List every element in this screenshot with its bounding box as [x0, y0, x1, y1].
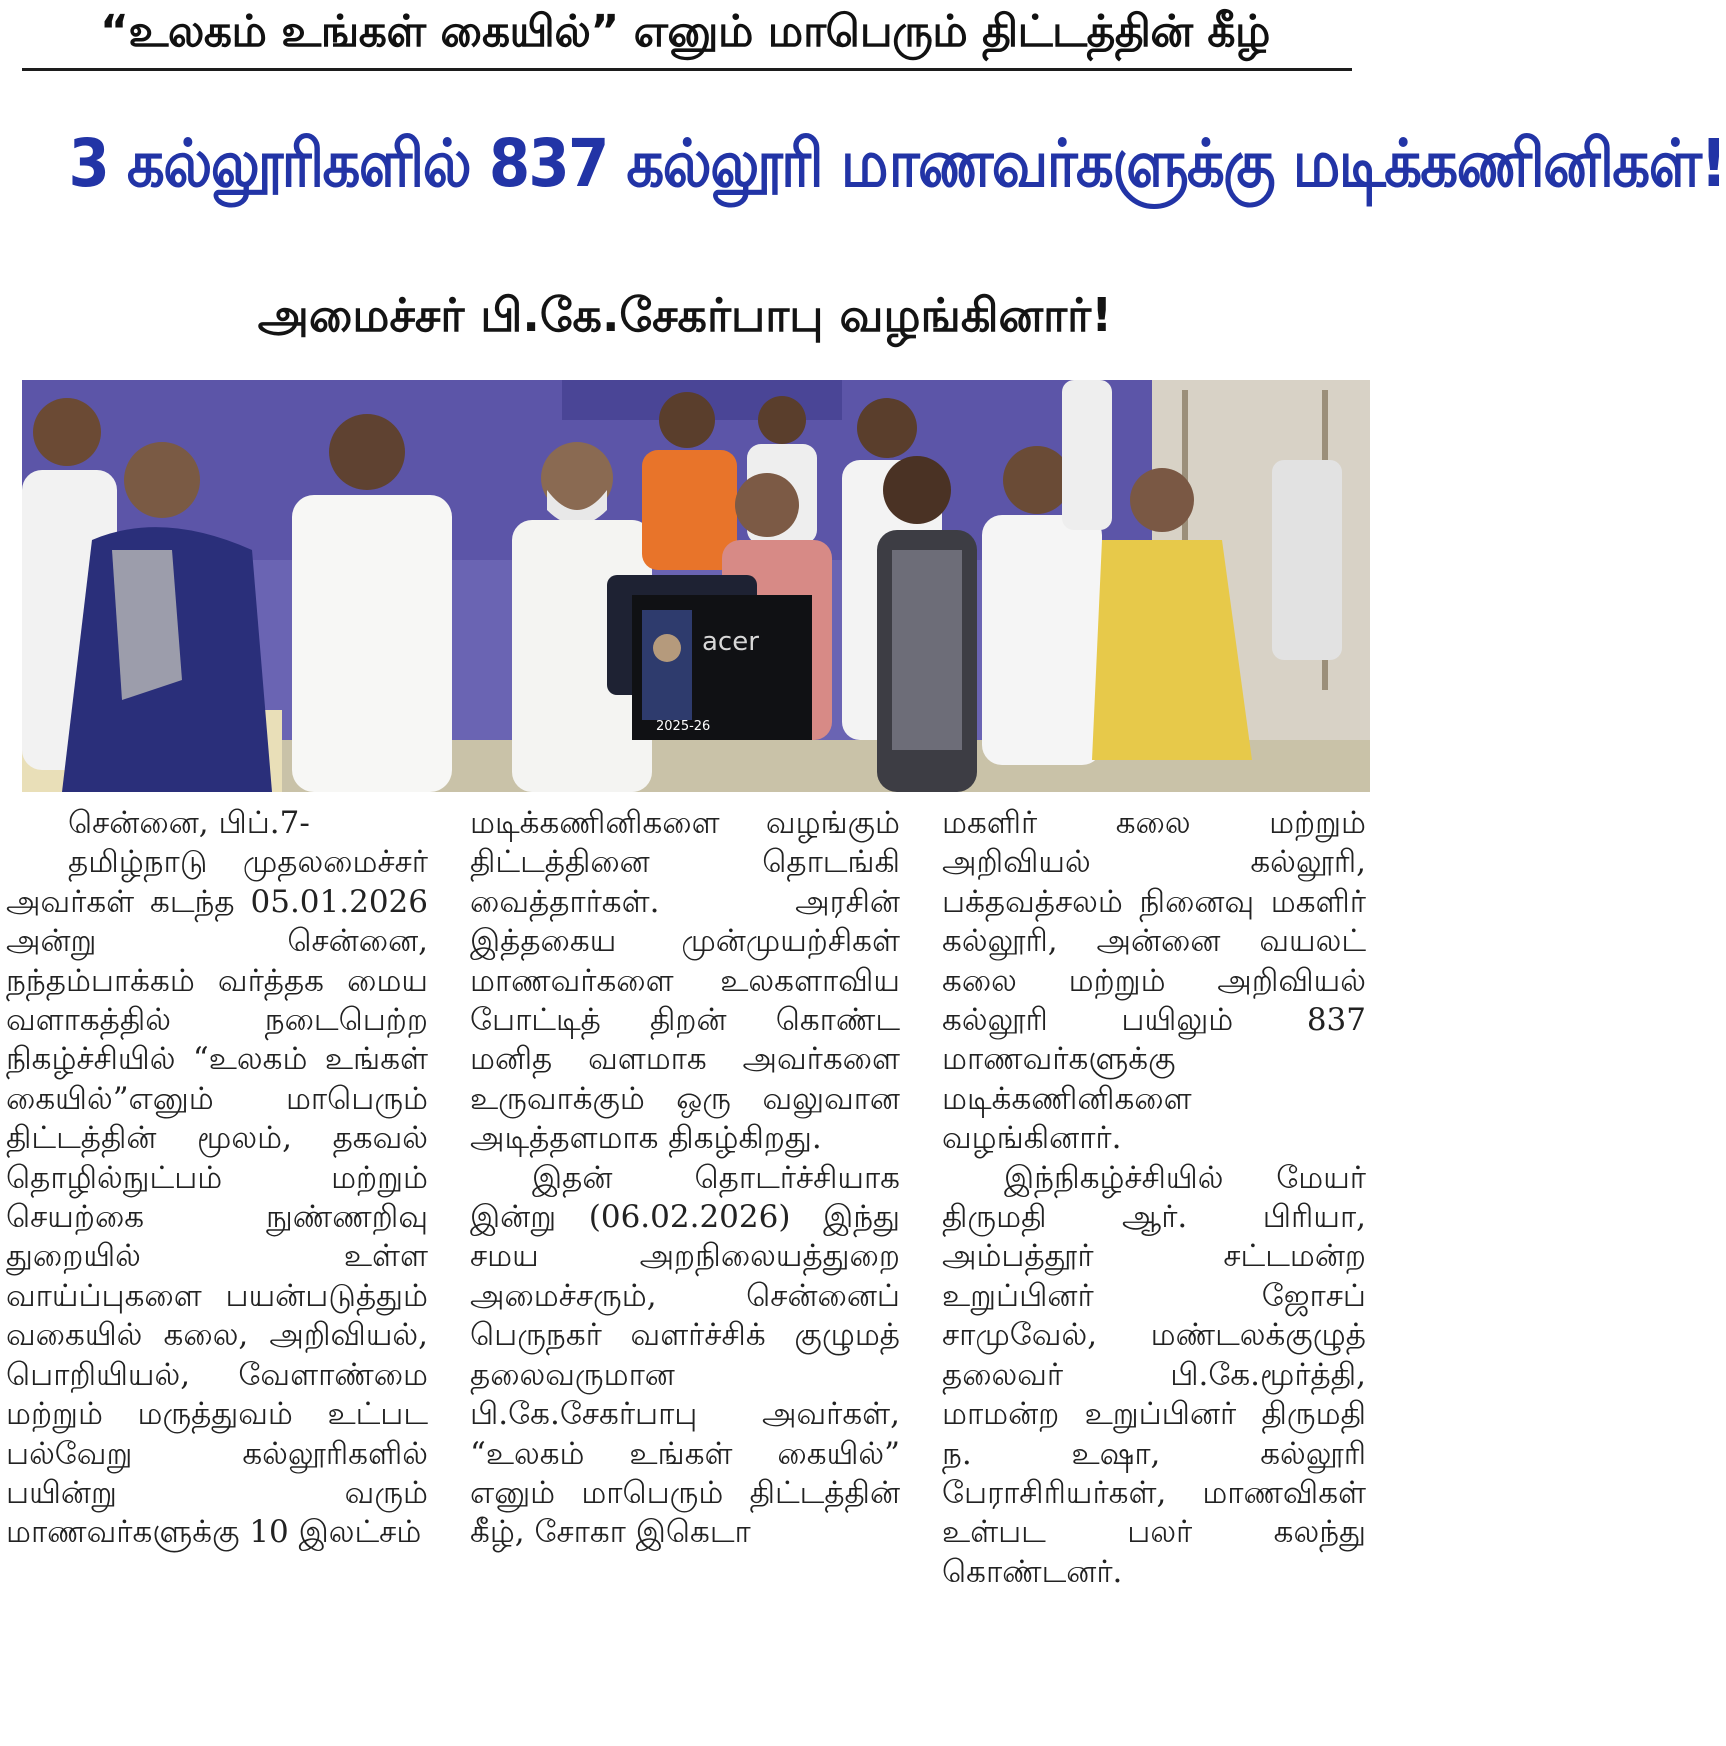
text-column-1 [6, 804, 428, 1744]
dateline: சென்னை, பிப்.7- [68, 805, 310, 841]
article-kicker: “உலகம் உங்கள் கையில்” எனும் மாபெரும் திட்டத்தின் கீழ் [100, 6, 1270, 57]
column-2-paragraph-b: இதன் தொடர்ச்சியாக இன்று (06.02.2026) இந்து சமய அறநிலையத்துறை அமைச்சரும், சென்னைப் பெருநகர் வளர்ச்சிக் குழுமத் தலைவருமான பி.கே.சேகர்பாபு அவர்கள், “உலகம் உங்கள் கையில்” எனும் மாபெரும் திட்டத்தின் கீழ், சோகா இகெடா [470, 1159, 900, 1551]
text-column-3 [942, 804, 1366, 1744]
text-column-2 [470, 804, 900, 1744]
column-3-paragraph-b: இந்நிகழ்ச்சியில் மேயர் திருமதி ஆர். பிரியா, அம்பத்தூர் சட்டமன்ற உறுப்பினர் ஜோசப் சாமுவேல், மண்டலக்குழுத் தலைவர் பி.கே.மூர்த்தி, மாமன்ற உறுப்பினர் திருமதி ந. உஷா, கல்லூரி பேராசிரியர்கள், மாணவிகள் உள்பட பலர் கலந்து கொண்டனர். [942, 1159, 1366, 1590]
box-year-text: 2025-26 [656, 719, 711, 734]
article-headline: 3 கல்லூரிகளில் 837 கல்லூரி மாணவர்களுக்கு மடிக்கணினிகள்! [68, 125, 1726, 202]
column-1-paragraph: தமிழ்நாடு முதலமைச்சர் அவர்கள் கடந்த 05.01.2026 அன்று சென்னை, நந்தம்பாக்கம் வர்த்தக மைய வளாகத்தில் நடைபெற்ற நிகழ்ச்சியில் “உலகம் உங்கள் கையில்”எனும் மாபெரும் திட்டத்தின் மூலம், தகவல் தொழில்நுட்பம் மற்றும் செயற்கை நுண்ணறிவு துறையில் உள்ள வாய்ப்புகளை பயன்படுத்தும் வகையில் கலை, அறிவியல், பொறியியல், வேளாண்மை மற்றும் மருத்துவம் உட்பட பல்வேறு கல்லூரிகளில் பயின்று வரும் மாணவர்களுக்கு 10 இலட்சம் [6, 844, 428, 1551]
event-photo [22, 380, 1370, 792]
article-subheadline: அமைச்சர் பி.கே.சேகர்பாபு வழங்கினார்! [257, 288, 1113, 342]
top-rule-divider [22, 68, 1352, 71]
column-3-paragraph-a: மகளிர் கலை மற்றும் அறிவியல் கல்லூரி, பக்தவத்சலம் நினைவு மகளிர் கல்லூரி, அன்னை வயலட் கலை மற்றும் அறிவியல் கல்லூரி பயிலும் 837 மாணவர்களுக்கு மடிக்கணினிகளை வழங்கினார். [942, 805, 1366, 1157]
box-brand-text: acer [702, 627, 759, 657]
column-2-paragraph-a: மடிக்கணினிகளை வழங்கும் திட்டத்தினை தொடங்கி வைத்தார்கள். அரசின் இத்தகைய முன்முயற்சிகள் மாணவர்களை உலகளாவிய போட்டித் திறன் கொண்ட மனித வளமாக அவர்களை உருவாக்கும் ஒரு வலுவான அடித்தளமாக திகழ்கிறது. [470, 805, 900, 1157]
